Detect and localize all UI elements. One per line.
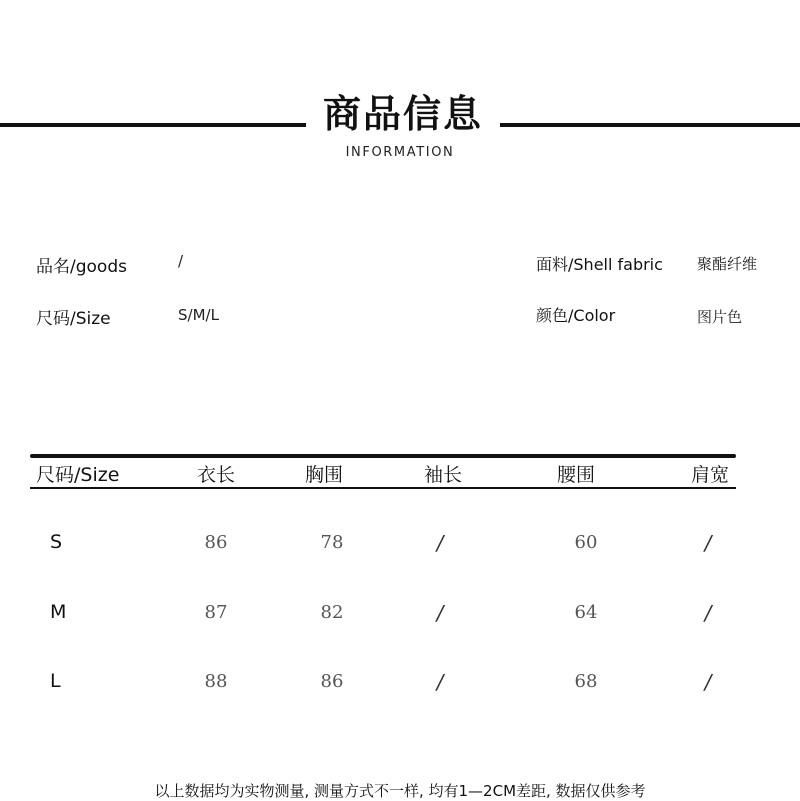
table-header-sleeve: 袖长	[423, 464, 462, 486]
table-row-size: L	[50, 670, 61, 692]
table-cell: 68	[574, 671, 598, 692]
size-value: S/M/L	[178, 306, 219, 324]
table-cell: /	[436, 601, 444, 625]
measurement-note: 以上数据均为实物测量, 测量方式不一样, 均有1—2CM差距, 数据仅供参考	[154, 782, 646, 800]
table-header-shoulder: 肩宽	[690, 464, 729, 486]
table-cell: /	[436, 531, 444, 555]
table-header-size: 尺码/Size	[36, 464, 120, 486]
table-cell: 88	[204, 671, 228, 692]
table-cell: 60	[574, 532, 598, 553]
table-header-chest: 胸围	[304, 464, 343, 486]
color-label: 颜色/Color	[536, 306, 616, 325]
fabric-value: 聚酯纤维	[697, 255, 758, 273]
table-header-rule	[30, 487, 736, 489]
table-row-size: S	[50, 531, 63, 553]
table-cell: 82	[320, 602, 344, 623]
title-divider-left	[0, 123, 306, 127]
table-cell: /	[436, 670, 444, 694]
goods-label: 品名/goods	[36, 257, 127, 277]
table-top-rule	[30, 454, 736, 458]
table-cell: 64	[574, 602, 598, 623]
size-label: 尺码/Size	[36, 309, 111, 329]
page-subtitle: INFORMATION	[345, 145, 455, 160]
table-row-size: M	[50, 601, 67, 623]
table-cell: /	[704, 531, 712, 555]
title-divider-right	[500, 123, 800, 127]
table-cell: 78	[320, 532, 344, 553]
table-cell: /	[704, 670, 712, 694]
goods-value: /	[178, 252, 184, 270]
color-value: 图片色	[697, 308, 743, 326]
fabric-label: 面料/Shell fabric	[536, 255, 663, 274]
page-title: 商品信息	[322, 92, 483, 136]
table-header-length: 衣长	[196, 464, 235, 486]
table-cell: /	[704, 601, 712, 625]
table-header-waist: 腰围	[556, 464, 595, 486]
table-cell: 86	[320, 671, 344, 692]
table-cell: 86	[204, 532, 228, 553]
table-cell: 87	[204, 602, 228, 623]
